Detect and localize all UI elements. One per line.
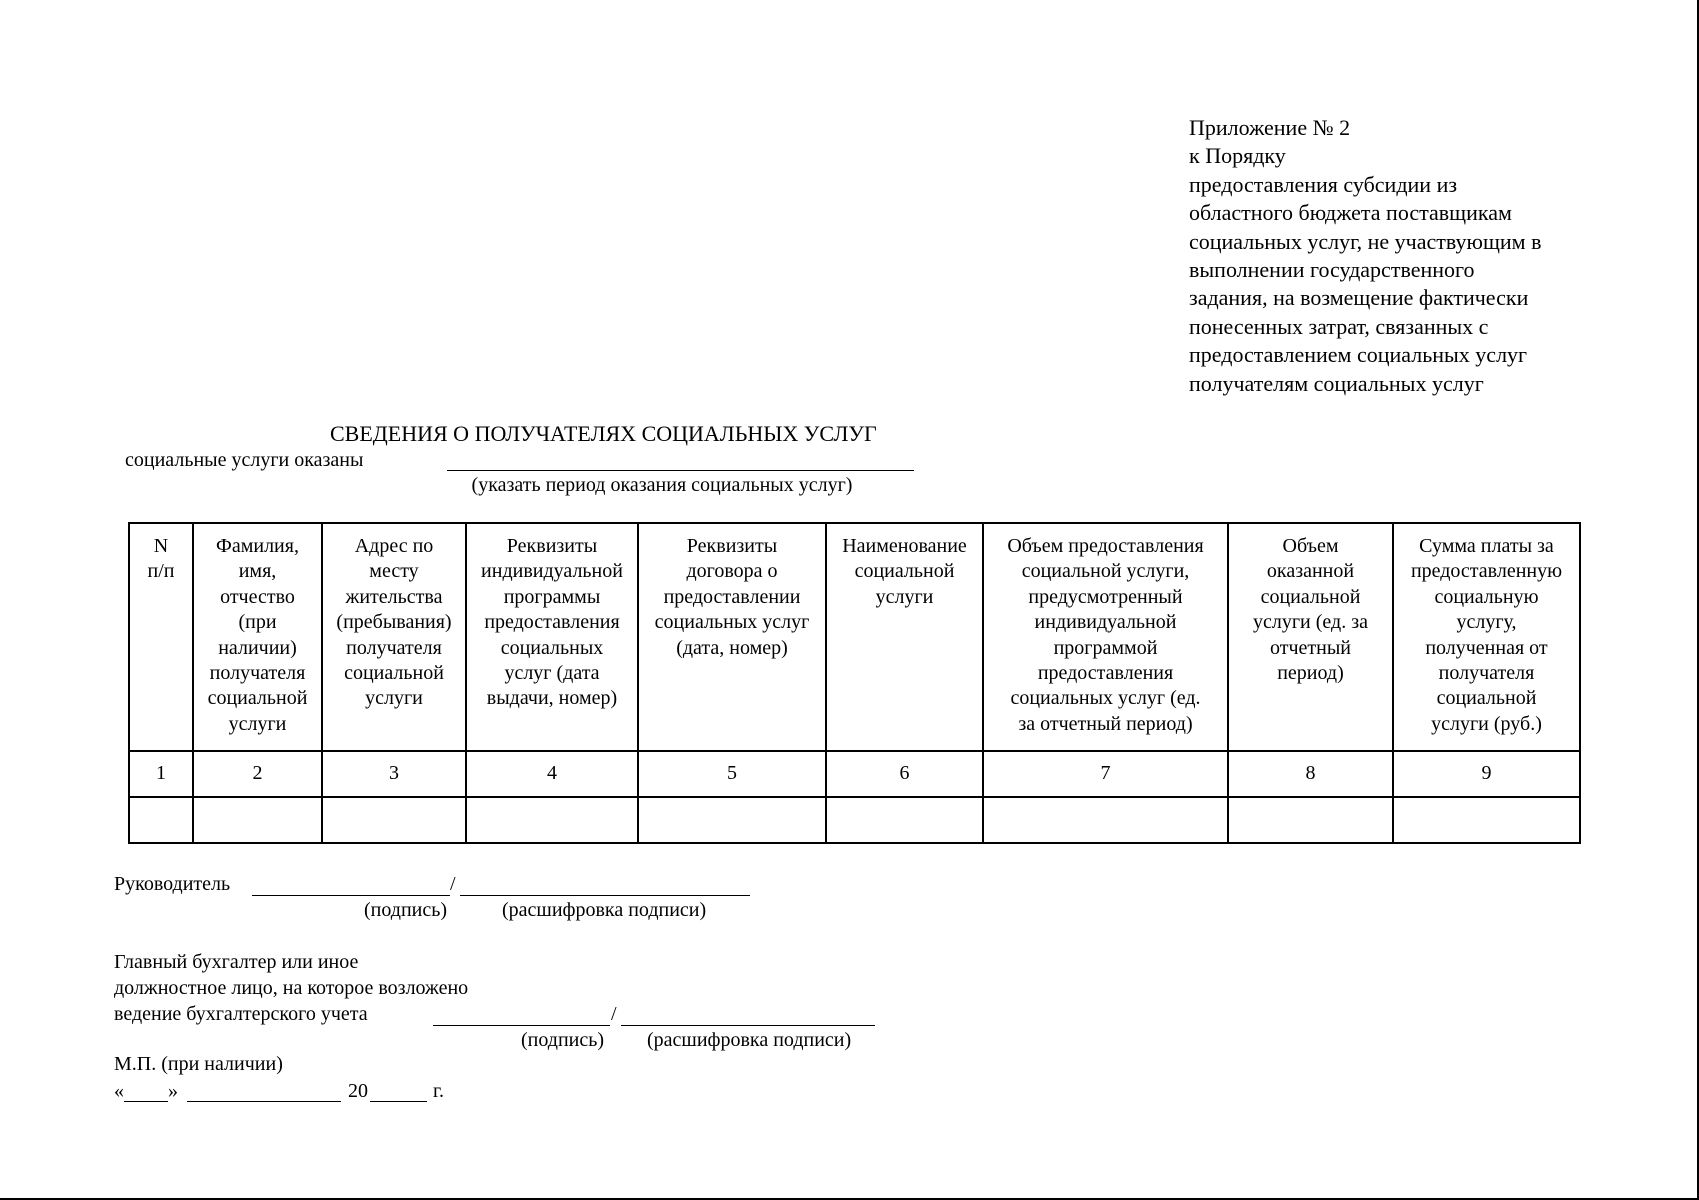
- header-line: социальной: [1436, 687, 1537, 710]
- column-number: 2: [193, 751, 322, 797]
- accountant-sign-caption: (подпись): [521, 1029, 605, 1051]
- header-cell-service-name: [826, 523, 983, 751]
- date-year-prefix: 20: [348, 1080, 368, 1102]
- column-number: 5: [638, 751, 826, 797]
- table-column-numbers-row: [129, 751, 1580, 797]
- header-line: услуги (ед. за: [1253, 611, 1368, 634]
- appendix-line: социальных услуг, не участвующим в: [1189, 228, 1542, 254]
- header-line: социальную: [1434, 585, 1539, 608]
- header-cell-number: [129, 523, 193, 751]
- accountant-signature-line[interactable]: [433, 1025, 610, 1026]
- header-line: предоставленную: [1410, 560, 1563, 583]
- table-empty-row: [129, 797, 1580, 843]
- header-line: отчество: [220, 585, 295, 608]
- header-line: п/п: [147, 560, 175, 583]
- header-line: предоставления: [1037, 662, 1174, 685]
- empty-cell[interactable]: [322, 797, 466, 843]
- header-line: программы: [503, 585, 601, 608]
- accountant-decode-caption: (расшифровка подписи): [647, 1029, 852, 1051]
- header-line: предоставлении: [663, 585, 801, 608]
- appendix-line: Приложение № 2: [1189, 115, 1351, 140]
- header-line: социальной: [1260, 585, 1361, 608]
- head-sign-caption: (подпись): [364, 899, 448, 921]
- header-line: N: [153, 535, 169, 557]
- header-line: социальных услуг: [654, 611, 810, 634]
- appendix-note: [1189, 114, 1629, 398]
- empty-cell[interactable]: [466, 797, 638, 843]
- appendix-line: предоставлением социальных услуг: [1189, 342, 1528, 368]
- header-line: Объем: [1282, 535, 1339, 557]
- empty-cell[interactable]: [1228, 797, 1393, 843]
- header-line: индивидуальной: [1034, 611, 1177, 634]
- accountant-label-line: должностное лицо, на которое возложено: [114, 977, 469, 999]
- date-month-line[interactable]: [187, 1101, 341, 1102]
- date-year-suffix: г.: [433, 1080, 444, 1102]
- accountant-decode-line[interactable]: [621, 1025, 875, 1026]
- table-header-row: [129, 523, 1580, 751]
- header-line: получателя: [1438, 662, 1535, 685]
- head-label: Руководитель: [114, 873, 231, 895]
- period-caption: (указать период оказания социальных услуг): [471, 474, 853, 496]
- date-day-line[interactable]: [124, 1101, 168, 1102]
- header-line: имя,: [238, 560, 277, 583]
- header-line: (при: [238, 611, 277, 634]
- header-line: услуги: [875, 585, 934, 608]
- header-line: Адрес по: [354, 535, 434, 557]
- header-line: услуг (дата: [504, 662, 600, 685]
- header-line: Фамилия,: [216, 535, 299, 557]
- head-decode-line[interactable]: [460, 895, 750, 896]
- empty-cell[interactable]: [129, 797, 193, 843]
- empty-cell[interactable]: [1393, 797, 1580, 843]
- header-line: услугу,: [1456, 611, 1517, 634]
- header-line: выдачи, номер): [486, 687, 618, 710]
- appendix-line: понесенных затрат, связанных с: [1189, 313, 1489, 339]
- header-line: социальной услуги,: [1021, 560, 1190, 583]
- header-line: договора о: [686, 560, 778, 583]
- accountant-slash: /: [611, 1003, 617, 1025]
- header-cell-payment-amount: [1393, 523, 1580, 751]
- column-number: 7: [983, 751, 1228, 797]
- column-number: 4: [466, 751, 638, 797]
- column-number: 6: [826, 751, 983, 797]
- period-label: социальные услуги оказаны: [125, 449, 364, 471]
- head-signature-line[interactable]: [252, 895, 450, 896]
- header-line: социальной: [207, 687, 308, 710]
- header-line: Сумма платы за: [1419, 535, 1554, 557]
- header-line: получателя: [346, 636, 442, 659]
- appendix-line: предоставления субсидии из: [1189, 171, 1458, 197]
- header-line: социальных: [500, 636, 604, 659]
- header-cell-planned-volume: [983, 523, 1228, 751]
- header-line: (дата, номер): [676, 636, 788, 659]
- header-line: (пребывания): [336, 611, 452, 634]
- header-line: предоставления: [484, 611, 620, 634]
- document-title: СВЕДЕНИЯ О ПОЛУЧАТЕЛЯХ СОЦИАЛЬНЫХ УСЛУГ: [330, 421, 877, 446]
- header-line: Наименование: [842, 535, 967, 557]
- appendix-line: к Порядку: [1189, 143, 1286, 169]
- header-line: индивидуальной: [481, 560, 623, 583]
- empty-cell[interactable]: [826, 797, 983, 843]
- header-line: социальной: [344, 662, 444, 685]
- header-line: наличии): [218, 636, 297, 659]
- header-cell-provided-volume: [1228, 523, 1393, 751]
- header-cell-individual-program: [466, 523, 638, 751]
- header-line: социальной: [854, 560, 955, 583]
- accountant-label-line: Главный бухгалтер или иное: [114, 951, 359, 973]
- date-open-quote: «: [114, 1080, 124, 1102]
- header-cell-contract: [638, 523, 826, 751]
- stamp-label: М.П. (при наличии): [114, 1053, 283, 1075]
- header-line: предусмотренный: [1028, 585, 1183, 608]
- header-line: услуги (руб.): [1431, 712, 1542, 735]
- empty-cell[interactable]: [983, 797, 1228, 843]
- header-line: за отчетный период): [1018, 712, 1193, 735]
- header-line: полученная от: [1425, 636, 1548, 659]
- header-line: услуги: [228, 712, 287, 735]
- head-decode-caption: (расшифровка подписи): [502, 899, 707, 921]
- recipients-table: [128, 522, 1581, 844]
- empty-cell[interactable]: [638, 797, 826, 843]
- header-line: Реквизиты: [686, 535, 778, 557]
- head-slash: /: [450, 873, 456, 895]
- header-line: жительства: [345, 585, 443, 608]
- header-line: оказанной: [1266, 560, 1355, 583]
- header-line: программой: [1053, 636, 1158, 659]
- header-line: период): [1277, 662, 1344, 685]
- header-line: получателя: [209, 662, 306, 685]
- appendix-line: получателям социальных услуг: [1189, 370, 1484, 396]
- date-close-quote: »: [168, 1080, 178, 1102]
- header-line: услуги: [365, 687, 423, 710]
- appendix-line: областного бюджета поставщикам: [1189, 200, 1512, 226]
- column-number: 8: [1228, 751, 1393, 797]
- header-line: отчетный: [1270, 636, 1351, 659]
- header-line: социальных услуг (ед.: [1010, 687, 1201, 710]
- header-line: Реквизиты: [506, 535, 598, 557]
- accountant-label-line: ведение бухгалтерского учета: [114, 1003, 368, 1025]
- empty-cell[interactable]: [193, 797, 322, 843]
- appendix-line: выполнении государственного: [1189, 257, 1475, 283]
- header-line: месту: [369, 560, 419, 583]
- header-cell-address: [322, 523, 466, 751]
- column-number: 9: [1393, 751, 1580, 797]
- date-year-line[interactable]: [370, 1101, 427, 1102]
- appendix-line: задания, на возмещение фактически: [1189, 285, 1529, 311]
- column-number: 1: [129, 751, 193, 797]
- period-input-line[interactable]: [447, 470, 914, 471]
- header-line: Объем предоставления: [1007, 535, 1204, 557]
- column-number: 3: [322, 751, 466, 797]
- header-cell-full-name: [193, 523, 322, 751]
